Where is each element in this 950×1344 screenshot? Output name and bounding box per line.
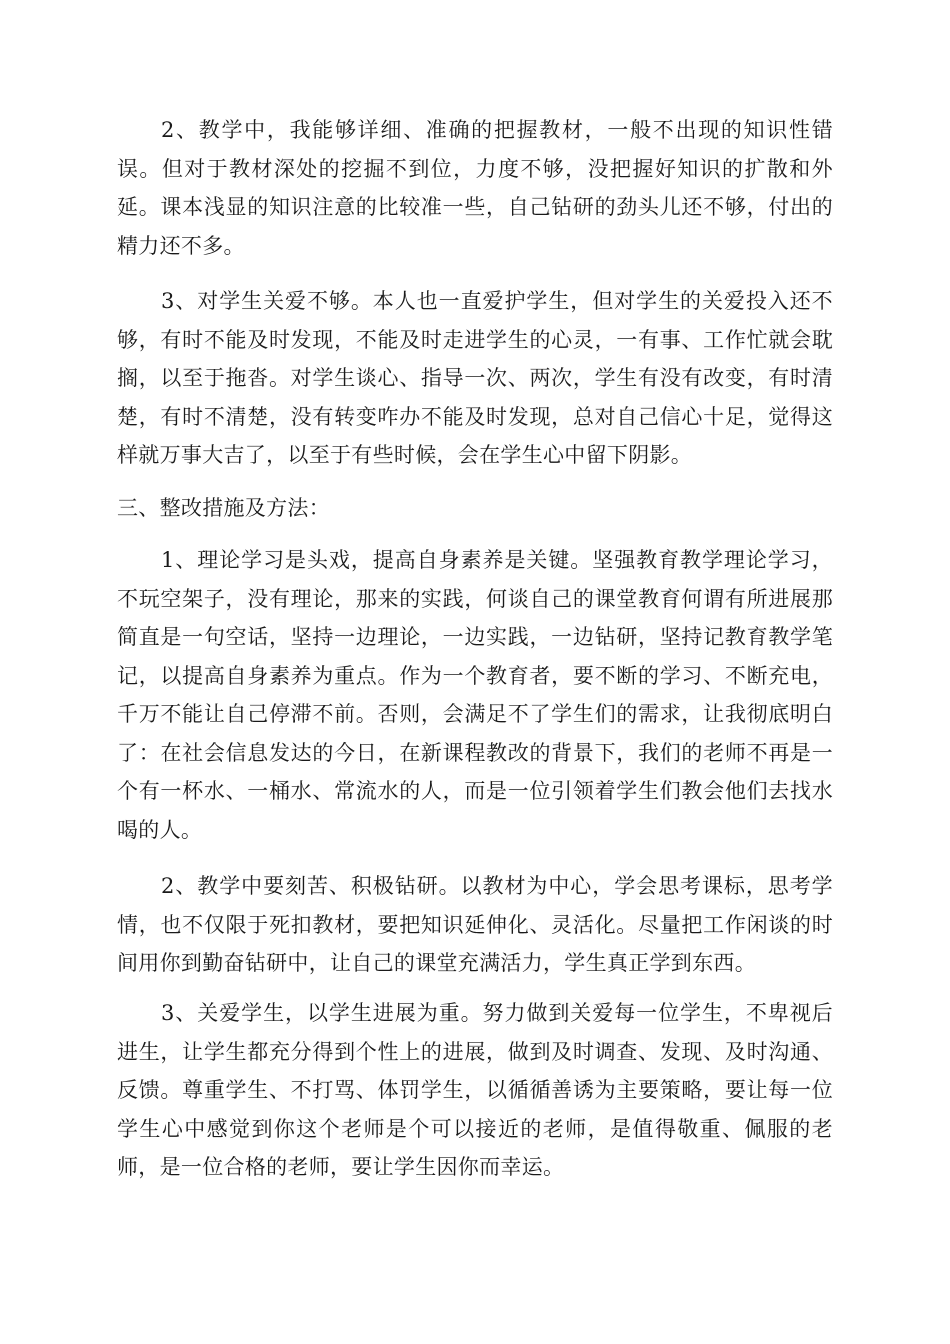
paragraph-care-students: 3、关爱学生，以学生进展为重。努力做到关爱每一位学生，不卑视后进生，让学生都充分得到个性上的进展，做到及时调查、发现、及时沟通、反馈。尊重学生、不打骂、体罚学生，以循循善诱为主要策略，要让每一位学生心中感觉到你这个老师是个可以接近的老师，是值得敬重、佩服的老师，是一位合格的老师，要让学生因你而幸运。 [117, 1001, 833, 1179]
paragraph-student-care: 3、对学生关爱不够。本人也一直爱护学生，但对学生的关爱投入还不够，有时不能及时发现，不能及时走进学生的心灵，一有事、工作忙就会耽搁，以至于拖沓。对学生谈心、指导一次、两次，学生有没有改变，有时清楚，有时不清楚，没有转变咋办不能及时发现，总对自己信心十足，觉得这样就万事大吉了，以至于有些时候，会在学生心中留下阴影。 [117, 289, 833, 467]
paragraph-diligent-research: 2、教学中要刻苦、积极钻研。以教材为中心，学会思考课标，思考学情，也不仅限于死扣教材，要把知识延伸化、灵活化。尽量把工作闲谈的时间用你到勤奋钻研中，让自己的课堂充满活力，学生真正学到东西。 [117, 874, 833, 975]
paragraph-theory-study: 1、理论学习是头戏，提高自身素养是关键。坚强教育教学理论学习，不玩空架子，没有理论，那来的实践，何谈自己的课堂教育何谓有所进展那简直是一句空话，坚持一边理论，一边实践，一边钻研，坚持记教育教学笔记，以提高自身素养为重点。作为一个教育者，要不断的学习、不断充电，千万不能让自己停滞不前。否则，会满足不了学生们的需求，让我彻底明白了：在社会信息发达的今日，在新课程教改的背景下，我们的老师不再是一个有一杯水、一桶水、常流水的人，而是一位引领着学生们教会他们去找水喝的人。 [117, 548, 833, 842]
section-heading-measures: 三、整改措施及方法： [117, 496, 330, 520]
paragraph-teaching-knowledge: 2、教学中，我能够详细、准确的把握教材，一般不出现的知识性错误。但对于教材深处的挖掘不到位，力度不够，没把握好知识的扩散和外延。课本浅显的知识注意的比较准一些，自己钻研的劲头儿还不够，付出的精力还不多。 [117, 118, 833, 258]
